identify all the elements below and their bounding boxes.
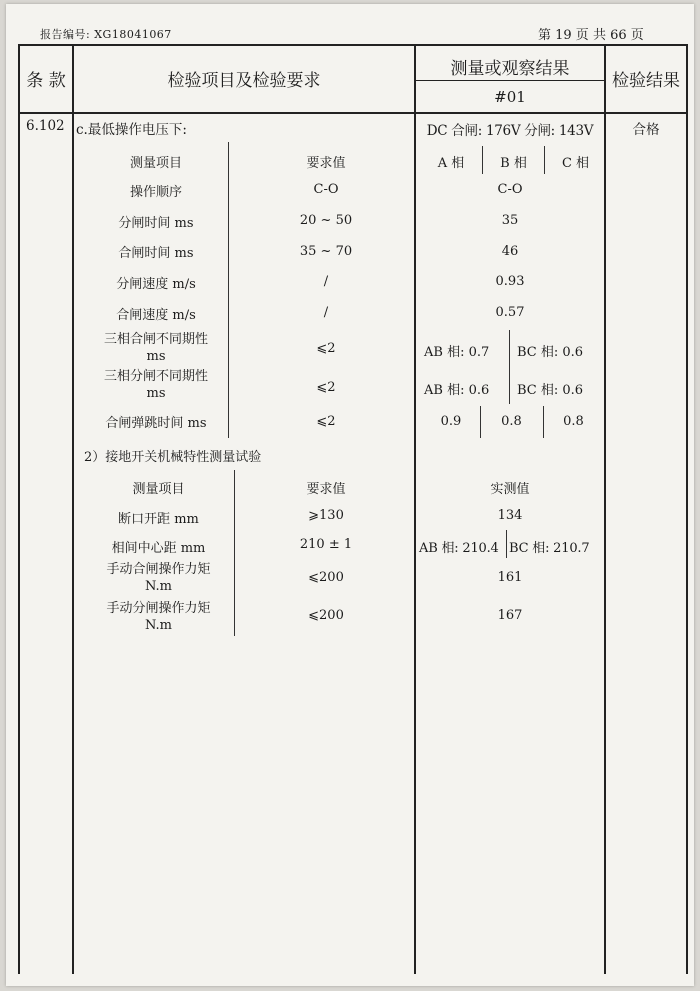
report-number: 报告编号: XG18041067	[40, 28, 172, 41]
value-divider	[506, 530, 507, 558]
phase-c-label: C 相	[561, 156, 590, 171]
header-item-requirement: 检验项目及检验要求	[167, 71, 321, 91]
row-value: C-O	[497, 182, 523, 197]
header-sub-divider	[416, 80, 604, 81]
col-req-label: 要求值	[306, 482, 346, 497]
row-req: ⩽200	[308, 570, 344, 585]
value-divider	[509, 368, 510, 404]
row-value: 167	[497, 608, 523, 623]
row-item: 合闸时间 ms	[118, 246, 194, 261]
phase-b-label: B 相	[500, 156, 527, 171]
row-value: 46	[501, 244, 519, 259]
phase-c-value: 0.8	[563, 414, 584, 429]
row-req: 20 ~ 50	[299, 213, 353, 228]
header-measure-result: 测量或观察结果	[450, 59, 570, 79]
row-item-line2: ms	[146, 349, 166, 364]
voltage-info: DC 合闸: 176V 分闸: 143V	[426, 123, 594, 139]
row-item-multiline	[86, 600, 231, 634]
section-2-title: 2）接地开关机械特性测量试验	[84, 450, 262, 465]
row-item: 断口开距 mm	[118, 512, 199, 527]
row-item-line2: ms	[146, 386, 166, 401]
phase-divider	[482, 146, 483, 174]
ab-phase-value: AB 相: 0.6	[424, 383, 490, 398]
clause-divider	[72, 44, 74, 974]
row-item-line1: 三相分闸不同期性	[103, 369, 208, 384]
section-c-title: c.最低操作电压下:	[76, 122, 187, 138]
row-item: 分闸时间 ms	[118, 216, 194, 231]
value-divider	[543, 406, 544, 438]
row-item-multiline	[86, 561, 231, 595]
page-info: 第 19 页 共 66 页	[538, 28, 644, 43]
value-divider	[480, 406, 481, 438]
row-item: 合闸速度 m/s	[116, 308, 196, 323]
row-value: 161	[497, 570, 523, 585]
row-item: 操作顺序	[129, 185, 182, 200]
row-req: /	[323, 274, 329, 289]
conclusion-value: 合格	[632, 122, 660, 138]
row-req: /	[323, 305, 329, 320]
section-c-item-divider	[228, 142, 229, 438]
header-conclusion: 检验结果	[612, 71, 680, 91]
table-top-border	[18, 44, 688, 46]
row-req: ⩽2	[316, 341, 336, 356]
clause-number: 6.102	[26, 118, 65, 134]
table-left-border	[18, 44, 20, 974]
ab-phase-value: AB 相: 210.4	[419, 541, 499, 556]
row-item-line2: N.m	[144, 579, 172, 594]
phase-b-value: 0.8	[501, 414, 522, 429]
row-value: 35	[501, 213, 519, 228]
value-divider	[509, 330, 510, 368]
row-item-line1: 手动分闸操作力矩	[106, 601, 211, 616]
row-req: 210 ± 1	[299, 537, 353, 552]
bc-phase-value: BC 相: 210.7	[509, 541, 590, 556]
row-req: ⩾130	[308, 508, 344, 523]
report-page	[6, 4, 694, 986]
row-value: 0.57	[495, 305, 525, 320]
row-item: 相间中心距 mm	[111, 541, 206, 556]
col-item-label: 测量项目	[129, 156, 182, 171]
col-item-label: 测量项目	[132, 482, 185, 497]
phase-divider	[544, 146, 545, 174]
row-value: 0.93	[495, 274, 525, 289]
table-right-border	[686, 44, 688, 974]
row-item-multiline	[86, 368, 226, 402]
header-bottom-border	[18, 112, 688, 114]
header-sample-no: #01	[494, 88, 526, 106]
row-req: C-O	[313, 182, 339, 197]
row-item-multiline	[86, 331, 226, 365]
row-item-line2: N.m	[144, 618, 172, 633]
row-req: ⩽2	[316, 380, 336, 395]
row-value: 134	[497, 508, 523, 523]
phase-a-value: 0.9	[440, 414, 462, 429]
header-clause: 条 款	[26, 71, 66, 91]
col-req-label: 要求值	[306, 156, 346, 171]
row-req: ⩽2	[316, 414, 336, 429]
row-req: ⩽200	[308, 608, 344, 623]
conclusion-divider	[604, 44, 606, 974]
section-2-item-divider	[234, 470, 235, 636]
phase-a-label: A 相	[437, 156, 465, 171]
row-item: 分闸速度 m/s	[116, 277, 196, 292]
row-req: 35 ~ 70	[299, 244, 353, 259]
ab-phase-value: AB 相: 0.7	[424, 345, 490, 360]
bc-phase-value: BC 相: 0.6	[517, 345, 584, 360]
bc-phase-value: BC 相: 0.6	[517, 383, 584, 398]
col-val-label: 实测值	[490, 482, 530, 497]
row-item-line1: 手动合闸操作力矩	[106, 562, 211, 577]
row-item-line1: 三相合闸不同期性	[103, 332, 208, 347]
row-item: 合闸弹跳时间 ms	[105, 416, 207, 431]
